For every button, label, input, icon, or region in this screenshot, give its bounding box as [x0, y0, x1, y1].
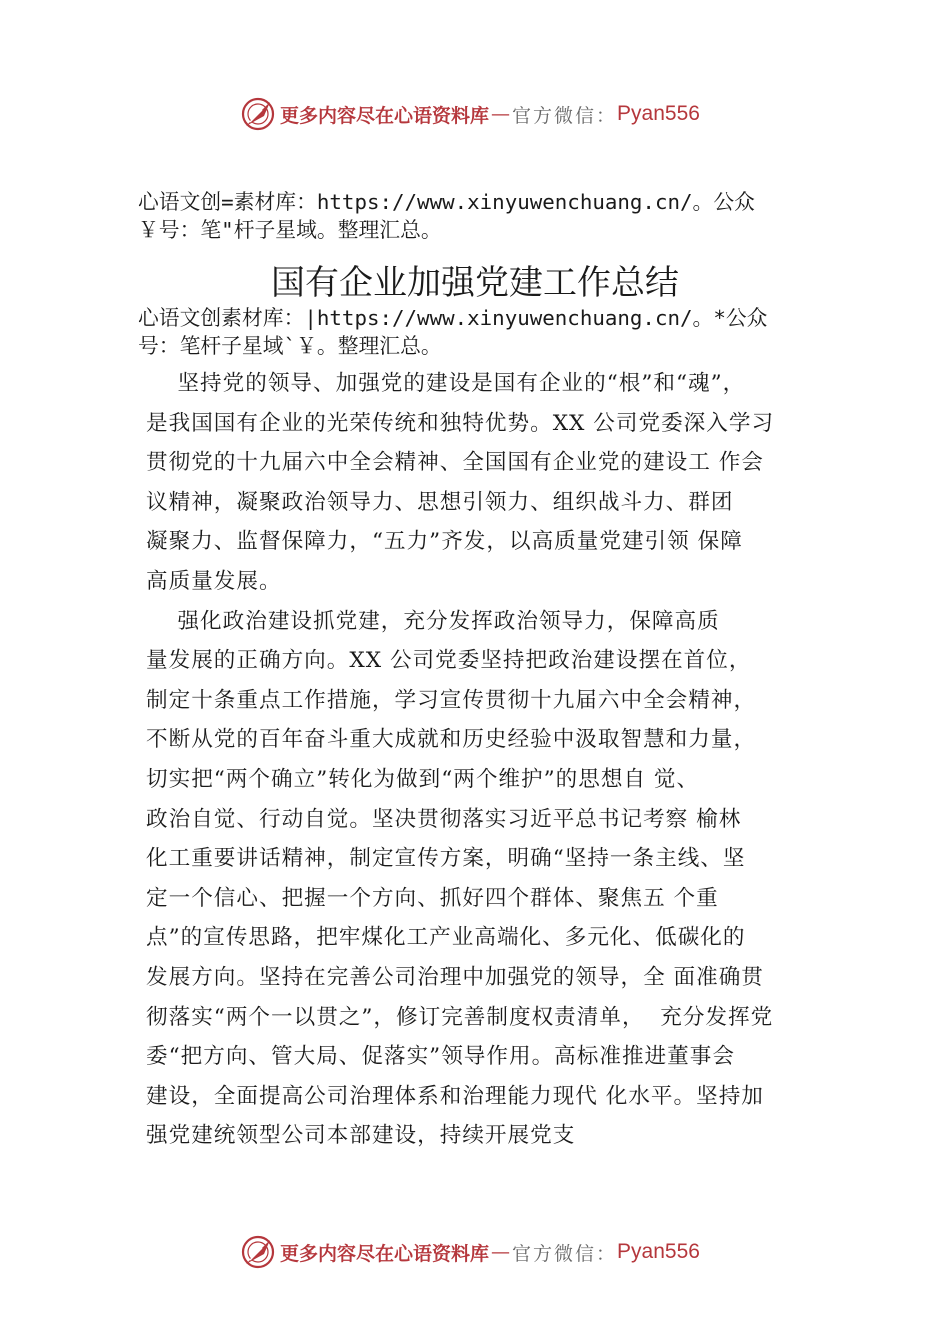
banner-separator: — — [491, 1241, 511, 1263]
banner-main-text: 更多内容尽在心语资料库 — [280, 104, 490, 127]
body-line: 彻落实“两个一以贯之”，修订完善制度权责清单， 充分发挥党 — [146, 1004, 774, 1030]
source-note-top — [138, 188, 755, 244]
source-note-line: 号：笔杆子星域`￥。整理汇总。 — [138, 334, 442, 358]
body-line: 制定十条重点工作措施，学习宣传贯彻十九届六中全会精神， — [146, 687, 757, 713]
quill-logo-icon — [240, 1234, 276, 1270]
source-note-line: ￥号：笔"杆子星域。整理汇总。 — [138, 218, 442, 242]
body-line: 高质量发展。 — [146, 568, 282, 594]
body-line: 贯彻党的十九届六中全会精神、全国国有企业党的建设工 作会 — [146, 450, 764, 476]
banner-separator: — — [491, 103, 511, 125]
body-line: 是我国国有企业的光荣传统和独特优势。XX 公司党委深入学习 — [146, 410, 775, 436]
body-line: 化工重要讲话精神，制定宣传方案，明确“坚持一条主线、坚 — [146, 846, 746, 872]
banner-main-text: 更多内容尽在心语资料库 — [280, 1242, 490, 1265]
body-line: 政治自觉、行动自觉。坚决贯彻落实习近平总书记考察 榆林 — [146, 806, 742, 832]
body-line: 切实把“两个确立”转化为做到“两个维护”的思想自 觉、 — [146, 766, 700, 792]
body-line: 点”的宣传思路，把牢煤化工产业高端化、多元化、低碳化的 — [146, 925, 746, 951]
document-body — [146, 364, 774, 1156]
body-line: 定一个信心、把握一个方向、抓好四个群体、聚焦五 个重 — [146, 885, 719, 911]
banner-wechat-id: Pyan556 — [617, 102, 700, 125]
body-line: 坚持党的领导、加强党的建设是国有企业的“根”和“魂”， — [146, 371, 746, 396]
body-line: 强党建统领型公司本部建设，持续开展党支 — [146, 1123, 576, 1149]
document-title: 国有企业加强党建工作总结 — [271, 263, 679, 303]
source-note-line: 心语文创素材库：|https://www.xinyuwenchuang.cn/。*公众 — [138, 306, 768, 330]
banner-wechat-label: 官方微信： — [512, 1242, 618, 1265]
quill-logo-icon — [240, 96, 276, 132]
body-line: 委“把方向、管大局、促落实”领导作用。高标准推进董事会 — [146, 1044, 735, 1070]
body-line: 量发展的正确方向。XX 公司党委坚持把政治建设摆在首位， — [146, 648, 752, 674]
body-line: 不断从党的百年奋斗重大成就和历史经验中汲取智慧和力量， — [146, 727, 757, 753]
body-line: 强化政治建设抓党建，充分发挥政治领导力，保障高质 — [146, 608, 720, 634]
banner-wechat-id: Pyan556 — [617, 1240, 700, 1263]
source-note-under-title — [138, 304, 767, 360]
body-line: 建设，全面提高公司治理体系和治理能力现代 化水平。坚持加 — [146, 1083, 764, 1109]
source-note-line: 心语文创=素材库：https://www.xinyuwenchuang.cn/。公众 — [138, 190, 755, 214]
footer-banner — [240, 1232, 700, 1272]
body-line: 议精神，凝聚政治领导力、思想引领力、组织战斗力、群团 — [146, 489, 734, 515]
body-line: 发展方向。坚持在完善公司治理中加强党的领导，全 面准确贯 — [146, 964, 764, 990]
header-banner — [240, 94, 700, 134]
banner-wechat-label: 官方微信： — [512, 104, 618, 127]
body-line: 凝聚力、监督保障力，“五力”齐发，以高质量党建引领 保障 — [146, 529, 743, 555]
